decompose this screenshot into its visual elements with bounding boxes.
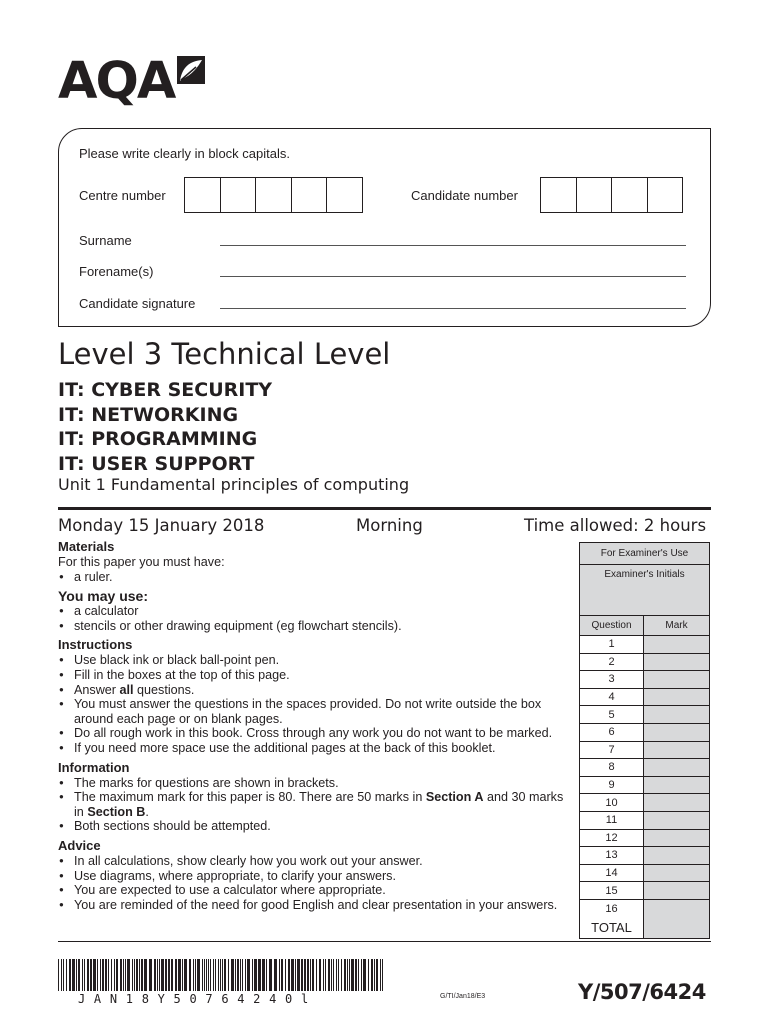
barcode-bar: [312, 959, 314, 991]
barcode-bar: [344, 959, 346, 991]
barcode-bar: [235, 959, 236, 991]
section-b-bold: Section B: [87, 804, 146, 819]
barcode-bar: [171, 959, 173, 991]
examiner-use-header: For Examiner's Use: [580, 543, 709, 565]
materials-list: [58, 570, 573, 585]
mark-cell[interactable]: [644, 724, 709, 741]
barcode-bar: [331, 959, 332, 991]
barcode-bar: [319, 959, 321, 991]
centre-number-boxes[interactable]: [185, 177, 363, 213]
barcode-bar: [269, 959, 272, 991]
question-number: 8: [580, 759, 644, 776]
barcode-bar: [175, 959, 177, 991]
mark-cell[interactable]: [644, 882, 709, 899]
centre-digit-box[interactable]: [255, 177, 292, 213]
barcode-bar: [247, 959, 250, 991]
barcode-bar: [182, 959, 183, 991]
barcode-bar: [84, 959, 85, 991]
question-number: 14: [580, 865, 644, 882]
barcode-bar: [341, 959, 342, 991]
barcode-bar: [323, 959, 324, 991]
mark-cell[interactable]: [644, 777, 709, 794]
barcode-bar: [97, 959, 98, 991]
advice-heading: Advice: [58, 837, 101, 853]
barcode-bar: [262, 959, 265, 991]
table-row: [580, 706, 709, 724]
list-item: ● Fill in the boxes at the top of this page.: [58, 668, 573, 683]
question-number: 3: [580, 671, 644, 688]
subject-list: [58, 378, 272, 476]
subject-item: IT: PROGRAMMING: [58, 428, 258, 450]
barcode-bar: [105, 959, 107, 991]
mark-cell[interactable]: [644, 742, 709, 759]
barcode-bar: [363, 959, 366, 991]
question-number: 5: [580, 706, 644, 723]
list-item: ● In all calculations, show clearly how you work out your answer.: [58, 854, 573, 869]
barcode-bar: [195, 959, 196, 991]
barcode-bar: [120, 959, 122, 991]
centre-number-label: Centre number: [79, 188, 166, 203]
question-number: 11: [580, 812, 644, 829]
examiner-initials-field[interactable]: [580, 585, 709, 616]
barcode-bar: [136, 959, 138, 991]
paper-title: Level 3 Technical Level: [58, 337, 391, 371]
logo-text: AQA: [58, 52, 175, 111]
question-number: 2: [580, 654, 644, 671]
barcode-bar: [297, 959, 300, 991]
table-row: [580, 812, 709, 830]
info-text: The maximum mark for this paper is 80. There are 50 marks in: [74, 790, 426, 805]
barcode-bar: [102, 959, 104, 991]
candidate-digit-box[interactable]: [647, 177, 684, 213]
table-row: [580, 689, 709, 707]
subject-item: IT: USER SUPPORT: [58, 452, 255, 475]
barcode-bar: [141, 959, 143, 991]
barcode-bar: [197, 959, 200, 991]
mark-cell[interactable]: [644, 759, 709, 776]
barcode-bar: [245, 959, 246, 991]
table-row: [580, 671, 709, 689]
mark-cell[interactable]: [644, 689, 709, 706]
forenames-label: Forename(s): [79, 264, 154, 279]
candidate-digit-box[interactable]: [576, 177, 613, 213]
table-row: [580, 900, 709, 918]
barcode-bar: [90, 959, 92, 991]
barcode-bar: [254, 959, 257, 991]
barcode-bar: [157, 959, 158, 991]
barcode-bar: [215, 959, 216, 991]
examiner-use-table: [579, 542, 710, 939]
barcode-bar: [123, 959, 124, 991]
answer-text-bold: all: [119, 682, 134, 697]
instructions-list: [58, 653, 573, 755]
list-item: [58, 790, 573, 819]
list-item: ● You must answer the questions in the spaces provided. Do not write outside the box around each page or on blank pages.: [58, 697, 573, 726]
barcode-bar: [210, 959, 211, 991]
signature-label: Candidate signature: [79, 296, 196, 311]
barcode-bar: [165, 959, 167, 991]
barcode-bar: [132, 959, 133, 991]
front-cover-instructions: [58, 539, 573, 912]
barcode-bar: [93, 959, 96, 991]
divider: [58, 507, 711, 510]
barcode-bar: [208, 959, 209, 991]
candidate-digit-box[interactable]: [540, 177, 577, 213]
barcode-bar: [116, 959, 118, 991]
barcode-bar: [61, 959, 62, 991]
barcode-bar: [202, 959, 203, 991]
barcode-bar: [144, 959, 147, 991]
barcode-bar: [333, 959, 334, 991]
candidate-digit-box[interactable]: [611, 177, 648, 213]
barcode-bar: [258, 959, 261, 991]
barcode-bar: [161, 959, 164, 991]
barcode-bar: [351, 959, 354, 991]
barcode: [58, 959, 383, 991]
barcode-bar: [220, 959, 221, 991]
question-number: 10: [580, 794, 644, 811]
list-item: ● You are expected to use a calculator where appropriate.: [58, 883, 573, 898]
barcode-bar: [288, 959, 290, 991]
barcode-bar: [376, 959, 378, 991]
barcode-bar: [382, 959, 383, 991]
barcode-bar: [349, 959, 350, 991]
mark-cell[interactable]: [644, 654, 709, 671]
candidate-number-boxes[interactable]: [541, 177, 683, 213]
table-row: [580, 724, 709, 742]
exam-session: Morning: [356, 516, 423, 535]
mark-cell[interactable]: [644, 830, 709, 847]
barcode-bar: [301, 959, 303, 991]
barcode-bar: [336, 959, 337, 991]
answer-text-pre: Answer: [74, 682, 120, 697]
barcode-bar: [114, 959, 115, 991]
materials-heading: Materials: [58, 539, 115, 554]
mark-cell[interactable]: [644, 794, 709, 811]
centre-digit-box[interactable]: [326, 177, 363, 213]
mark-cell[interactable]: [644, 847, 709, 864]
barcode-bar: [291, 959, 294, 991]
barcode-bar: [224, 959, 226, 991]
barcode-bar: [338, 959, 339, 991]
barcode-bar: [204, 959, 205, 991]
total-mark-cell[interactable]: [644, 918, 709, 938]
information-heading: Information: [58, 759, 130, 775]
table-row: [580, 636, 709, 654]
barcode-bar: [127, 959, 130, 991]
barcode-bar: [347, 959, 348, 991]
barcode-bar: [72, 959, 75, 991]
table-row: [580, 794, 709, 812]
barcode-bar: [274, 959, 277, 991]
signature-line[interactable]: [220, 308, 686, 309]
paper-code: Y/507/6424: [578, 980, 706, 1004]
table-row: [580, 882, 709, 900]
list-item: ● Do all rough work in this book. Cross through any work you do not want to be marked.: [58, 726, 573, 741]
question-number: 1: [580, 636, 644, 653]
mark-cell[interactable]: [644, 706, 709, 723]
barcode-bar: [252, 959, 253, 991]
barcode-bar: [149, 959, 152, 991]
barcode-bar: [193, 959, 194, 991]
list-item: ● If you need more space use the additional pages at the back of this booklet.: [58, 741, 573, 756]
centre-digit-box[interactable]: [291, 177, 328, 213]
barcode-bar: [58, 959, 59, 991]
paper-reference: G/TI/Jan18/E3: [440, 993, 486, 1000]
may-use-list: [58, 604, 573, 633]
question-number: 16: [580, 900, 644, 918]
barcode-bar: [355, 959, 357, 991]
barcode-bar: [125, 959, 126, 991]
barcode-bar: [222, 959, 223, 991]
list-item: ● The marks for questions are shown in brackets.: [58, 776, 573, 791]
table-row: [580, 742, 709, 760]
table-row: [580, 654, 709, 672]
divider: [58, 941, 711, 942]
mark-cell[interactable]: [644, 671, 709, 688]
barcode-bar: [228, 959, 229, 991]
centre-digit-box[interactable]: [220, 177, 257, 213]
barcode-bar: [316, 959, 317, 991]
question-number: 9: [580, 777, 644, 794]
question-number: 15: [580, 882, 644, 899]
barcode-bar: [206, 959, 207, 991]
table-row: [580, 830, 709, 848]
barcode-bar: [100, 959, 101, 991]
block-capitals-instruction: Please write clearly in block capitals.: [79, 146, 290, 161]
centre-digit-box[interactable]: [184, 177, 221, 213]
mark-cell[interactable]: [644, 812, 709, 829]
barcode-bar: [76, 959, 77, 991]
examiner-initials-label: Examiner's Initials: [580, 565, 709, 585]
barcode-bar: [159, 959, 160, 991]
info-text: and 30 marks in: [74, 790, 564, 819]
list-item: ● a ruler.: [58, 570, 573, 585]
table-header-row: [580, 616, 709, 636]
barcode-bar: [231, 959, 234, 991]
list-item: ● stencils or other drawing equipment (eg flowchart stencils).: [58, 619, 573, 634]
barcode-bar: [380, 959, 381, 991]
barcode-bar: [139, 959, 140, 991]
barcode-bar: [285, 959, 286, 991]
barcode-bar: [304, 959, 306, 991]
time-allowed: Time allowed: 2 hours: [524, 516, 707, 535]
barcode-bar: [66, 959, 67, 991]
barcode-bar: [325, 959, 326, 991]
question-number: 12: [580, 830, 644, 847]
table-row: [580, 847, 709, 865]
barcode-bar: [328, 959, 330, 991]
may-use-heading: You may use:: [58, 588, 148, 605]
mark-cell[interactable]: [644, 865, 709, 882]
barcode-bar: [134, 959, 135, 991]
barcode-bar: [87, 959, 89, 991]
barcode-bar: [310, 959, 311, 991]
barcode-bar: [368, 959, 369, 991]
barcode-bar: [266, 959, 267, 991]
barcode-bar: [111, 959, 112, 991]
advice-list: [58, 854, 573, 912]
table-row: [580, 777, 709, 795]
barcode-bar: [361, 959, 362, 991]
barcode-bar: [295, 959, 296, 991]
total-label: TOTAL: [580, 918, 644, 938]
surname-label: Surname: [79, 233, 132, 248]
barcode-bar: [213, 959, 214, 991]
barcode-text: JAN18Y50764240l: [78, 992, 317, 1006]
barcode-bar: [374, 959, 375, 991]
subject-item: IT: CYBER SECURITY: [58, 379, 273, 401]
barcode-bar: [371, 959, 373, 991]
list-item: ● Use diagrams, where appropriate, to clarify your answers.: [58, 869, 573, 884]
barcode-bar: [242, 959, 243, 991]
forenames-line[interactable]: [220, 276, 686, 277]
barcode-bar: [78, 959, 80, 991]
list-item: ● You are reminded of the need for good English and clear presentation in your answers.: [58, 898, 573, 913]
barcode-bar: [237, 959, 239, 991]
barcode-bar: [307, 959, 309, 991]
barcode-bar: [82, 959, 83, 991]
barcode-bar: [154, 959, 156, 991]
list-item: ● a calculator: [58, 604, 573, 619]
exam-date: Monday 15 January 2018: [58, 516, 265, 535]
barcode-bar: [168, 959, 170, 991]
candidate-details-box: [58, 128, 711, 327]
aqa-logo: [58, 52, 206, 112]
barcode-bar: [184, 959, 187, 991]
answer-text-post: questions.: [133, 682, 195, 697]
total-row: [580, 918, 709, 938]
barcode-bar: [108, 959, 109, 991]
barcode-bar: [63, 959, 64, 991]
mark-cell[interactable]: [644, 900, 709, 918]
barcode-bar: [189, 959, 191, 991]
barcode-bar: [279, 959, 280, 991]
mark-cell[interactable]: [644, 636, 709, 653]
list-item: ● Use black ink or black ball-point pen.: [58, 653, 573, 668]
unit-title: Unit 1 Fundamental principles of computing: [58, 475, 410, 494]
question-number: 4: [580, 689, 644, 706]
information-list: [58, 776, 573, 834]
section-a-bold: Section A: [425, 790, 484, 805]
question-column-header: Question: [580, 616, 644, 635]
barcode-bar: [240, 959, 241, 991]
question-number: 7: [580, 742, 644, 759]
leaf-icon: [176, 55, 206, 85]
table-row: [580, 759, 709, 777]
mark-column-header: Mark: [644, 616, 709, 635]
surname-line[interactable]: [220, 245, 686, 246]
question-number: 13: [580, 847, 644, 864]
barcode-bar: [178, 959, 181, 991]
list-item: ● Both sections should be attempted.: [58, 819, 573, 834]
info-text: .: [145, 804, 149, 819]
barcode-bar: [358, 959, 359, 991]
instructions-heading: Instructions: [58, 637, 133, 653]
subject-item: IT: NETWORKING: [58, 403, 239, 426]
table-row: [580, 865, 709, 883]
barcode-bar: [69, 959, 71, 991]
barcode-bar: [281, 959, 283, 991]
list-item: [58, 683, 573, 698]
barcode-bar: [218, 959, 219, 991]
candidate-number-label: Candidate number: [411, 188, 518, 203]
question-number: 6: [580, 724, 644, 741]
materials-intro: For this paper you must have:: [58, 555, 225, 569]
